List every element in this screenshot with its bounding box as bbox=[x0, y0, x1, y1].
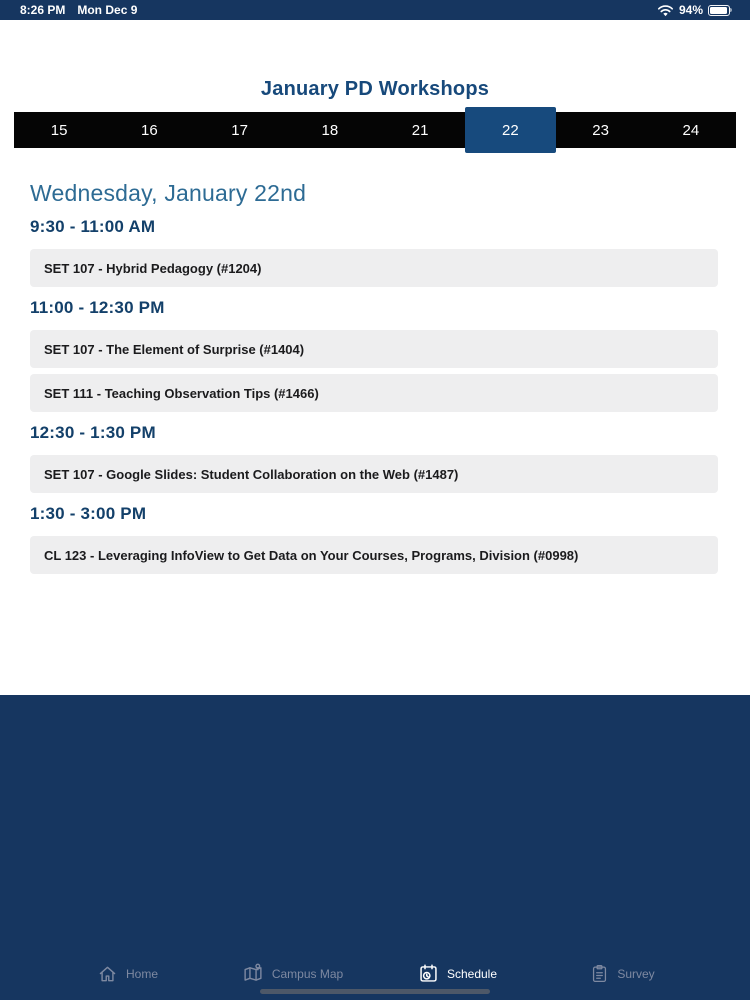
schedule-content bbox=[0, 181, 750, 574]
nav-item-home[interactable] bbox=[45, 964, 210, 984]
date-tab-23[interactable]: 23 bbox=[592, 121, 609, 139]
bottom-bar bbox=[0, 695, 750, 1000]
workshop-row[interactable]: SET 111 - Teaching Observation Tips (#1466) bbox=[30, 374, 718, 412]
workshop-row[interactable]: CL 123 - Leveraging InfoView to Get Data on Your Courses, Programs, Division (#0998) bbox=[30, 536, 718, 574]
battery-icon bbox=[708, 5, 730, 16]
nav-item-label: Home bbox=[125, 966, 158, 981]
nav-item-label: Survey bbox=[617, 966, 655, 981]
status-left bbox=[20, 3, 137, 17]
date-tab-bar bbox=[14, 112, 736, 148]
time-header: 11:00 - 12:30 PM bbox=[30, 298, 165, 317]
day-heading: Wednesday, January 22nd bbox=[30, 180, 307, 206]
survey-icon bbox=[590, 963, 609, 984]
home-icon bbox=[97, 964, 118, 984]
battery-percent: 94% bbox=[678, 3, 703, 17]
nav-item-schedule[interactable] bbox=[375, 963, 540, 984]
campus-map-icon bbox=[242, 963, 264, 984]
date-tab-22[interactable]: 22 bbox=[465, 107, 555, 153]
battery-tip bbox=[730, 8, 732, 12]
page-title: January PD Workshops bbox=[260, 78, 490, 100]
status-right bbox=[657, 3, 730, 17]
home-indicator[interactable] bbox=[260, 989, 490, 994]
date-tab-21[interactable]: 21 bbox=[411, 121, 429, 139]
time-header: 9:30 - 11:00 AM bbox=[30, 217, 156, 236]
schedule-icon bbox=[418, 963, 439, 984]
date-tab-17[interactable]: 17 bbox=[231, 121, 248, 139]
status-date: Mon Dec 9 bbox=[77, 3, 138, 17]
nav-item-label: Campus Map bbox=[271, 966, 344, 981]
workshop-row[interactable]: SET 107 - Hybrid Pedagogy (#1204) bbox=[30, 249, 718, 287]
nav-item-survey[interactable] bbox=[540, 963, 705, 984]
status-time: 8:26 PM bbox=[20, 3, 66, 17]
workshop-row[interactable]: SET 107 - The Element of Surprise (#1404) bbox=[30, 330, 718, 368]
status-bar bbox=[0, 0, 750, 20]
nav-item-label: Schedule bbox=[446, 966, 498, 981]
date-tab-24[interactable]: 24 bbox=[682, 121, 700, 139]
date-tab-15[interactable]: 15 bbox=[50, 121, 68, 139]
nav-item-campus-map[interactable] bbox=[210, 963, 375, 984]
battery-fill bbox=[710, 7, 727, 14]
bottom-nav bbox=[45, 963, 705, 984]
wifi-icon bbox=[657, 4, 674, 17]
time-header: 12:30 - 1:30 PM bbox=[30, 423, 156, 442]
date-tab-18[interactable]: 18 bbox=[321, 121, 339, 139]
date-tab-16[interactable]: 16 bbox=[141, 121, 158, 139]
workshop-row[interactable]: SET 107 - Google Slides: Student Collaboration on the Web (#1487) bbox=[30, 455, 718, 493]
time-header: 1:30 - 3:00 PM bbox=[30, 504, 147, 523]
schedule-sections bbox=[30, 218, 718, 574]
